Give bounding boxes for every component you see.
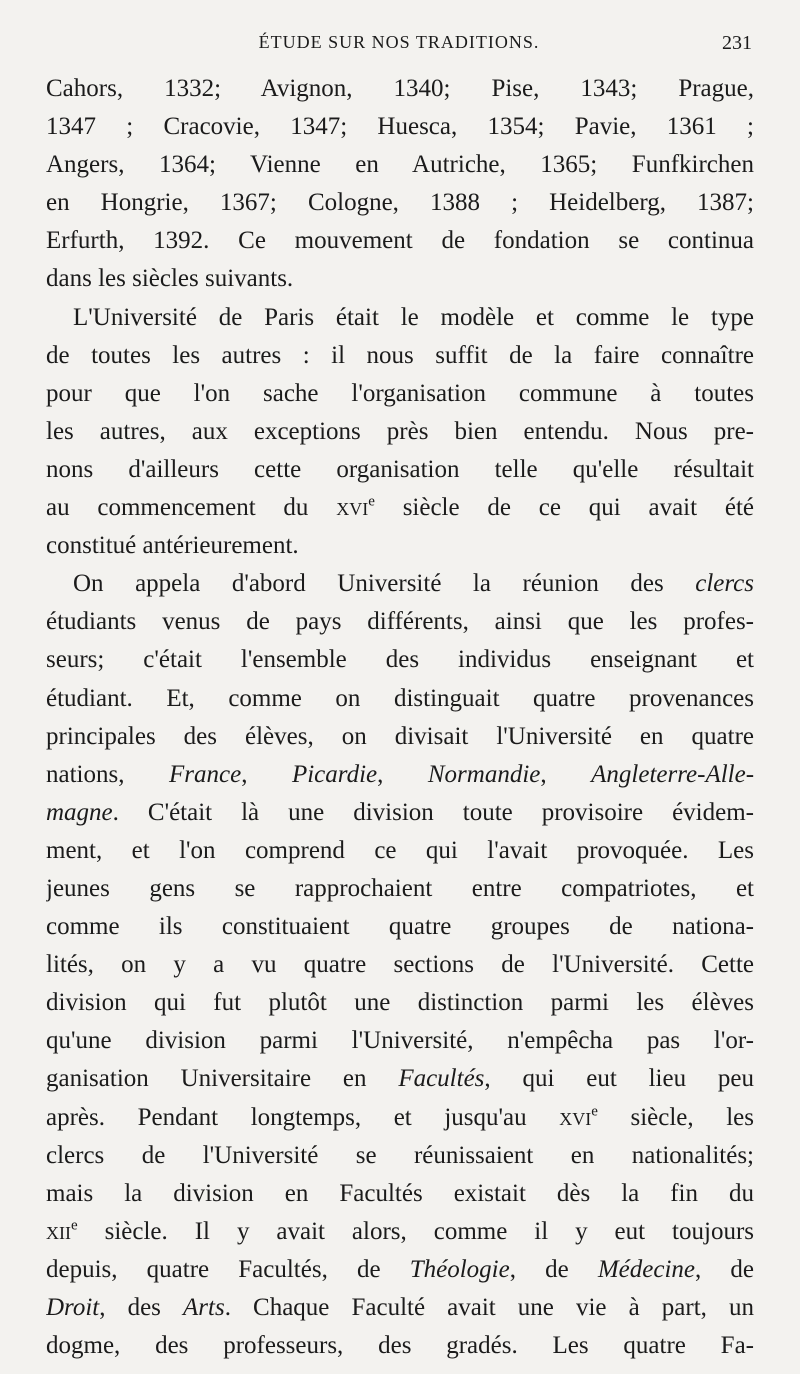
text-segment: dogme, des professeurs, des gradés. Les quatre Fa-	[46, 1332, 754, 1360]
text-segment: pour que l'on sache l'organisation commune à toutes	[46, 379, 754, 407]
small-caps-text: xvi	[336, 494, 369, 522]
text-line	[46, 832, 754, 870]
text-segment: ,	[241, 760, 292, 788]
text-segment: Cahors, 1332; Avignon, 1340; Pise, 1343; Prague,	[46, 75, 754, 102]
text-line	[46, 1327, 754, 1365]
text-segment: ment, et l'on comprend ce qui l'avait provoquée. Les	[46, 836, 754, 864]
text-segment: L'Université de Paris était le modèle et comme le type	[73, 303, 754, 331]
body-text	[46, 70, 754, 1365]
text-segment: qu'une division parmi l'Université, n'empêcha pas l'or-	[46, 1027, 754, 1055]
text-segment: division qui fut plutôt une distinction parmi les élèves	[46, 989, 754, 1017]
text-line	[46, 527, 754, 565]
running-title: ÉTUDE SUR NOS TRADITIONS.	[258, 32, 540, 52]
text-segment: de toutes les autres : il nous suffit de la faire connaître	[46, 341, 754, 369]
text-segment: siècle, les	[597, 1103, 754, 1131]
text-segment: nations,	[46, 760, 169, 788]
text-line	[46, 1289, 754, 1327]
italic-text: Théologie	[409, 1255, 510, 1283]
text-line	[46, 1099, 754, 1137]
italic-text: France	[168, 760, 242, 788]
text-segment: nons d'ailleurs cette organisation telle qu'elle résultait	[46, 455, 754, 483]
text-line	[46, 1060, 754, 1098]
text-line	[46, 375, 754, 413]
text-line	[46, 108, 754, 146]
small-caps-text: xii	[46, 1217, 71, 1245]
text-segment: , qui eut lieu peu	[484, 1065, 754, 1093]
small-caps-text: xvi	[559, 1103, 592, 1131]
text-line	[46, 451, 754, 489]
text-line	[46, 1213, 754, 1251]
text-line	[46, 1251, 754, 1289]
text-segment: au commencement du	[46, 494, 337, 522]
text-line	[46, 260, 754, 298]
text-segment: ,	[377, 760, 428, 788]
text-line	[46, 946, 754, 984]
text-line	[46, 756, 754, 794]
text-segment: , des	[99, 1294, 183, 1321]
italic-text: Angleterre-Alle-	[591, 760, 754, 788]
text-segment: On appela d'abord Université la réunion des	[73, 570, 696, 598]
text-segment: étudiants venus de pays différents, ainsi que les profes-	[46, 608, 754, 636]
text-segment: . Chaque Faculté avait une vie à part, un	[224, 1294, 754, 1321]
text-segment: jeunes gens se rapprochaient entre compatriotes, et	[46, 874, 754, 902]
superscript-text: e	[368, 493, 375, 510]
italic-text: Médecine	[597, 1255, 695, 1283]
italic-text: Arts	[183, 1294, 225, 1321]
page-number: 231	[722, 32, 752, 54]
text-line	[46, 603, 754, 641]
text-segment: après. Pendant longtemps, et jusqu'au	[46, 1103, 560, 1131]
text-segment: constitué antérieurement.	[46, 532, 299, 560]
text-segment: les autres, aux exceptions près bien entendu. Nous pre-	[46, 417, 754, 445]
text-segment: Angers, 1364; Vienne en Autriche, 1365; Funfkirchen	[46, 151, 754, 179]
text-segment: lités, on y a vu quatre sections de l'Université. Cette	[46, 951, 754, 979]
text-segment: seurs; c'était l'ensemble des individus enseignant et	[46, 646, 754, 674]
text-line	[46, 1137, 754, 1175]
text-segment: étudiant. Et, comme on distinguait quatre provenances	[46, 684, 754, 712]
text-segment: dans les siècles suivants.	[46, 265, 294, 293]
text-segment: , de	[509, 1255, 598, 1283]
text-segment: comme ils constituaient quatre groupes de nationa-	[46, 913, 754, 941]
text-segment: en Hongrie, 1367; Cologne, 1388 ; Heidelberg, 1387;	[46, 189, 754, 217]
text-segment: siècle. Il y avait alors, comme il y eut toujours	[77, 1217, 754, 1245]
text-line	[46, 870, 754, 908]
text-line	[46, 489, 754, 527]
text-segment: depuis, quatre Facultés, de	[46, 1255, 410, 1283]
text-segment: Erfurth, 1392. Ce mouvement de fondation se continua	[46, 227, 754, 255]
text-line	[46, 299, 754, 337]
text-segment: principales des élèves, on divisait l'Université en quatre	[46, 722, 754, 750]
text-line	[46, 718, 754, 756]
text-line	[46, 680, 754, 718]
italic-text: Facultés	[398, 1065, 485, 1093]
text-segment: , de	[694, 1255, 754, 1283]
text-segment: 1347 ; Cracovie, 1347; Huesca, 1354; Pavie, 1361 ;	[46, 113, 754, 141]
text-segment: ganisation Universitaire en	[46, 1065, 399, 1093]
italic-text: Normandie	[427, 760, 541, 788]
text-segment: mais la division en Facultés existait dès la fin du	[46, 1179, 754, 1207]
text-line	[46, 70, 754, 108]
text-line	[46, 413, 754, 451]
text-line	[46, 794, 754, 832]
text-segment: siècle de ce qui avait été	[374, 494, 754, 522]
text-line	[46, 641, 754, 679]
italic-text: Picardie	[291, 760, 378, 788]
text-segment: ,	[540, 760, 592, 788]
italic-text: Droit	[46, 1294, 100, 1321]
text-line	[46, 184, 754, 222]
superscript-text: e	[591, 1103, 598, 1120]
running-head	[46, 32, 752, 62]
text-line	[46, 146, 754, 184]
text-line	[46, 565, 754, 603]
text-line	[46, 337, 754, 375]
text-line	[46, 222, 754, 260]
text-line	[46, 908, 754, 946]
text-segment: clercs de l'Université se réunissaient en nationalités;	[46, 1141, 754, 1169]
italic-text: clercs	[695, 570, 754, 598]
superscript-text: e	[71, 1217, 78, 1234]
italic-text: magne	[46, 798, 113, 826]
text-line	[46, 984, 754, 1022]
text-line	[46, 1175, 754, 1213]
text-line	[46, 1022, 754, 1060]
text-segment: . C'était là une division toute provisoire évidem-	[112, 798, 754, 826]
